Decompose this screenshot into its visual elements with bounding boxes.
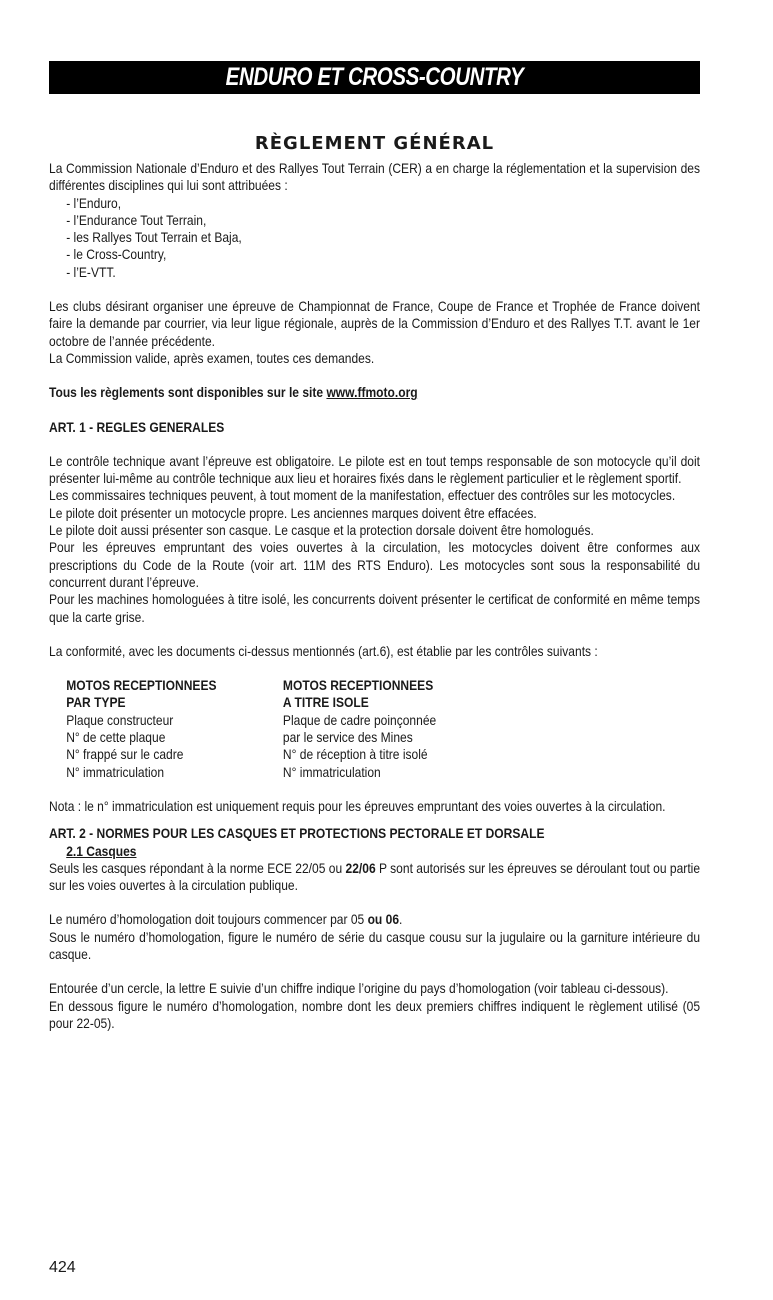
art2-subheading: 2.1 Casques bbox=[66, 842, 137, 859]
page-title: RÈGLEMENT GÉNÉRAL bbox=[254, 133, 495, 154]
art2-paragraph: En dessous figure le numéro d’homologation, nombre dont les deux premiers chiffres indiquent le règlement utilisé (05 pour 22-05). bbox=[49, 997, 701, 1031]
art1-paragraph: Les commissaires techniques peuvent, à tout moment de la manifestation, effectuer des contrôles sur les motocycles. bbox=[49, 487, 676, 504]
table-header: PAR TYPE bbox=[66, 694, 126, 711]
document-body bbox=[49, 160, 700, 1032]
nota-paragraph: Nota : le n° immatriculation est uniquement requis pour les épreuves empruntant des voies ouvertes à la circulation. bbox=[49, 797, 666, 814]
table-header: A TITRE ISOLE bbox=[282, 694, 369, 711]
banner-text: ENDURO ET CROSS-COUNTRY bbox=[225, 63, 524, 91]
table-column-type bbox=[66, 677, 283, 781]
table-column-isole bbox=[283, 677, 541, 781]
clubs-paragraph: Les clubs désirant organiser une épreuve de Championnat de France, Coupe de France et Trophée de France doivent faire la demande par courrier, via leur ligue régionale, auprès de la Commission d’Enduro et des Rallyes T.T. avant le 1er octobre de l’année précédente. bbox=[49, 298, 701, 349]
art2-paragraph: Le numéro d’homologation doit toujours commencer par 05 ou 06. bbox=[49, 911, 403, 928]
conformite-paragraph: La conformité, avec les documents ci-dessus mentionnés (art.6), est établie par les contrôles suivants : bbox=[49, 642, 598, 659]
art1-paragraph: Le pilote doit aussi présenter son casque. Le casque et la protection dorsale doivent être homologués. bbox=[49, 522, 594, 539]
discipline-item: - l’Enduro, bbox=[66, 194, 122, 211]
commission-paragraph: La Commission valide, après examen, toutes ces demandes. bbox=[49, 349, 375, 366]
table-cell: N° immatriculation bbox=[66, 763, 165, 780]
art1-paragraph: Pour les machines homologuées à titre isolé, les concurrents doivent présenter le certificat de conformité en même temps que la carte grise. bbox=[49, 591, 701, 625]
art1-paragraph: Pour les épreuves empruntant des voies ouvertes à la circulation, les motocycles doivent être conformes aux prescriptions du Code de la Route (voir art. 11M des RTS Enduro). Les motocycles sont sous la responsabilité du concurrent durant l’épreuve. bbox=[49, 539, 701, 590]
site-text: Tous les règlements sont disponibles sur le site bbox=[49, 384, 327, 401]
discipline-item: - le Cross-Country, bbox=[66, 246, 167, 263]
art2-paragraph: Sous le numéro d’homologation, figure le numéro de série du casque cousu sur la jugulaire ou la garniture intérieure du casque. bbox=[49, 928, 701, 962]
table-cell: Plaque de cadre poinçonnée bbox=[282, 711, 437, 728]
table-cell: N° frappé sur le cadre bbox=[66, 746, 184, 763]
art2-paragraph: Seuls les casques répondant à la norme ECE 22/05 ou 22/06 P sont autorisés sur les épreuves se déroulant tout ou partie sur les voies ouvertes à la circulation publique. bbox=[49, 859, 701, 894]
page-number: 424 bbox=[49, 1259, 76, 1276]
table-cell: N° de réception à titre isolé bbox=[282, 746, 428, 763]
discipline-item: - les Rallyes Tout Terrain et Baja, bbox=[66, 229, 242, 246]
table-cell: Plaque constructeur bbox=[66, 711, 174, 728]
site-paragraph bbox=[49, 384, 700, 401]
table-cell: N° de cette plaque bbox=[66, 729, 166, 746]
table-header: MOTOS RECEPTIONNEES bbox=[282, 677, 434, 694]
art2-heading: ART. 2 - NORMES POUR LES CASQUES ET PROTECTIONS PECTORALE ET DORSALE bbox=[49, 825, 545, 842]
site-link[interactable]: www.ffmoto.org bbox=[326, 384, 418, 401]
controls-table bbox=[66, 677, 700, 781]
discipline-item: - l’E-VTT. bbox=[66, 263, 116, 280]
art1-paragraph: Le contrôle technique avant l’épreuve est obligatoire. Le pilote est en tout temps responsable de son motocycle qu’il doit présenter lui-même au contrôle technique aux lieu et horaires fixés dans le règlement particulier et le règlement sportif. bbox=[49, 452, 701, 487]
section-banner bbox=[49, 61, 700, 94]
art2-paragraph: Entourée d’un cercle, la lettre E suivie d’un chiffre indique l’origine du pays d’homologation (voir tableau ci-dessous). bbox=[49, 980, 669, 997]
art1-paragraph: Le pilote doit présenter un motocycle propre. Les anciennes marques doivent être effacées. bbox=[49, 504, 537, 521]
intro-paragraph: La Commission Nationale d’Enduro et des Rallyes Tout Terrain (CER) a en charge la réglementation et la supervision des différentes disciplines qui lui sont attribuées : bbox=[49, 160, 701, 194]
discipline-item: - l’Endurance Tout Terrain, bbox=[66, 211, 207, 228]
table-cell: par le service des Mines bbox=[282, 729, 413, 746]
table-cell: N° immatriculation bbox=[282, 763, 381, 780]
art1-heading: ART. 1 - REGLES GENERALES bbox=[49, 418, 225, 435]
table-header: MOTOS RECEPTIONNEES bbox=[66, 677, 217, 694]
